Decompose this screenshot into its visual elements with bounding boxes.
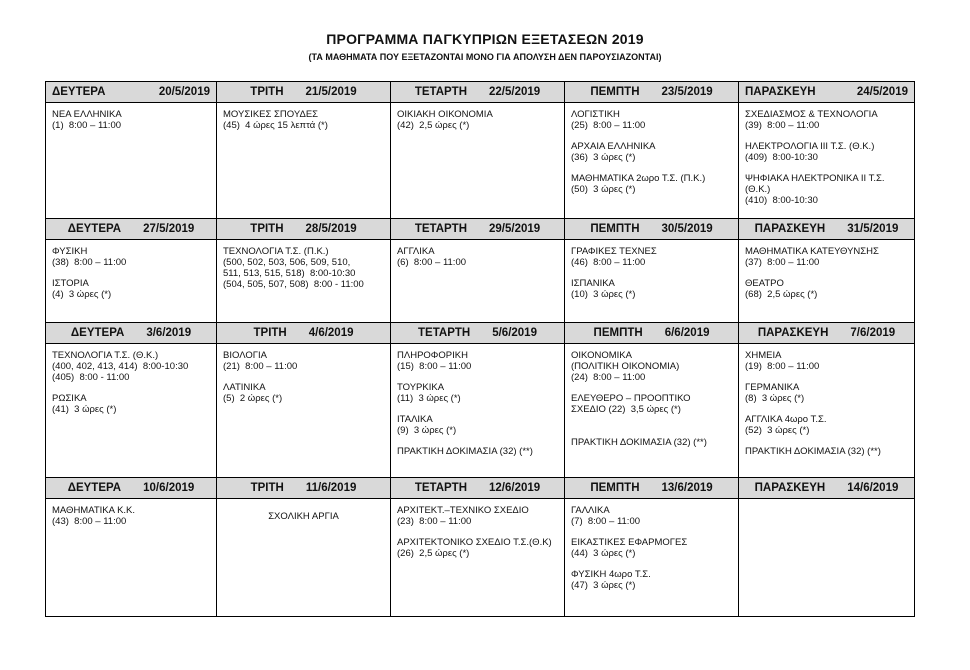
day-cell (46, 344, 217, 478)
day-header: ΠΑΡΑΣΚΕΥΗ 24/5/2019 (739, 82, 915, 103)
day-header: ΤΕΤΑΡΤΗ 22/5/2019 (391, 82, 565, 103)
page-title: ΠΡΟΓΡΑΜΜΑ ΠΑΓΚΥΠΡΙΩΝ ΕΞΕΤΑΣΕΩΝ 2019 (326, 31, 644, 47)
day-header: ΠΕΜΠΤΗ 30/5/2019 (565, 219, 739, 240)
day-cell-empty (739, 499, 915, 617)
day-cell (46, 240, 217, 323)
day-header: ΠΕΜΠΤΗ 6/6/2019 (565, 323, 739, 344)
exam-entry: ΓΑΛΛΙΚΑ (7) 8:00 – 11:00 (571, 505, 641, 527)
day-header: ΠΑΡΑΣΚΕΥΗ 31/5/2019 (739, 219, 915, 240)
day-cell (391, 499, 565, 617)
page-subtitle: (ΤΑ ΜΑΘΗΜΑΤΑ ΠΟΥ ΕΞΕΤΑΖΟΝΤΑΙ ΜΟΝΟ ΓΙΑ ΑΠΟΛΥΣΗ ΔΕΝ ΠΑΡΟΥΣΙΑΖΟΝΤΑΙ) (308, 52, 662, 62)
day-cell (217, 103, 391, 219)
exam-entry: ΟΙΚΟΝΟΜΙΚΑ (ΠΟΛΙΤΙΚΗ ΟΙΚΟΝΟΜΙΑ) (24) 8:00 – 11:00 (571, 350, 680, 383)
exam-entry: ΝΕΑ ΕΛΛΗΝΙΚΑ (1) 8:00 – 11:00 (52, 109, 122, 131)
exam-entry: ΛΟΓΙΣΤΙΚΗ (25) 8:00 – 11:00 (571, 109, 646, 131)
day-header: ΔΕΥΤΕΡΑ 20/5/2019 (46, 82, 217, 103)
exam-entry: ΑΓΓΛΙΚΑ 4ωρο Τ.Σ. (52) 3 ώρες (*) (745, 414, 827, 436)
exam-entry: ΨΗΦΙΑΚΑ ΗΛΕΚΤΡΟΝΙΚΑ ΙΙ Τ.Σ.(Θ.Κ.) (410) 8:00-10:30 (745, 173, 885, 206)
exam-entry: ΙΣΤΟΡΙΑ (4) 3 ώρες (*) (52, 278, 112, 300)
day-cell (217, 499, 391, 617)
exam-entry: ΠΡΑΚΤΙΚΗ ΔΟΚΙΜΑΣΙΑ (32) (**) (571, 437, 707, 448)
exam-entry: ΑΡΧΑΙΑ ΕΛΛΗΝΙΚΑ (36) 3 ώρες (*) (571, 141, 656, 163)
day-cell (565, 103, 739, 219)
exam-entry: ΜΑΘΗΜΑΤΙΚΑ 2ωρο Τ.Σ. (Π.Κ.) (50) 3 ώρες (*) (571, 173, 706, 195)
day-header: ΔΕΥΤΕΡΑ 27/5/2019 (46, 219, 217, 240)
exam-entry: ΤΟΥΡΚΙΚΑ (11) 3 ώρες (*) (397, 382, 461, 404)
day-cell (217, 344, 391, 478)
exam-entry: ΙΣΠΑΝΙΚΑ (10) 3 ώρες (*) (571, 278, 636, 300)
exam-entry: ΜΑΘΗΜΑΤΙΚΑ Κ.Κ. (43) 8:00 – 11:00 (52, 505, 136, 527)
exam-entry: ΧΗΜΕΙΑ (19) 8:00 – 11:00 (745, 350, 820, 372)
day-header: ΤΡΙΤΗ 21/5/2019 (217, 82, 391, 103)
week-2-exams-row (46, 240, 915, 323)
day-cell (565, 240, 739, 323)
exam-entry: ΒΙΟΛΟΓΙΑ (21) 8:00 – 11:00 (223, 350, 298, 372)
week-2-header-row (46, 219, 915, 240)
exam-entry: ΓΡΑΦΙΚΕΣ ΤΕΧΝΕΣ (46) 8:00 – 11:00 (571, 246, 657, 268)
day-header: ΤΡΙΤΗ 11/6/2019 (217, 478, 391, 499)
exam-entry: ΑΡΧΙΤΕΚΤΟΝΙΚΟ ΣΧΕΔΙΟ Τ.Σ.(Θ.Κ) (26) 2,5 ώρες (*) (397, 537, 552, 559)
day-header: ΠΕΜΠΤΗ 13/6/2019 (565, 478, 739, 499)
week-4-header-row (46, 478, 915, 499)
day-cell (739, 344, 915, 478)
exam-entry: ΕΛΕΥΘΕΡΟ – ΠΡΟΟΠΤΙΚΟ ΣΧΕΔΙΟ (22) 3,5 ώρες (*) (571, 393, 691, 415)
day-cell (739, 240, 915, 323)
week-1-header-row (46, 82, 915, 103)
day-header: ΔΕΥΤΕΡΑ 3/6/2019 (46, 323, 217, 344)
day-header: ΠΕΜΠΤΗ 23/5/2019 (565, 82, 739, 103)
exam-entry: ΤΕΧΝΟΛΟΓΙΑ Τ.Σ. (Θ.Κ.) (400, 402, 413, 414) 8:00-10:30 (405) 8:00 - 11:00 (52, 350, 189, 383)
week-3-exams-row (46, 344, 915, 478)
exam-entry: ΘΕΑΤΡΟ (68) 2,5 ώρες (*) (745, 278, 818, 300)
day-header: ΤΕΤΑΡΤΗ 29/5/2019 (391, 219, 565, 240)
exam-entry: ΠΡΑΚΤΙΚΗ ΔΟΚΙΜΑΣΙΑ (32) (**) (745, 446, 881, 457)
day-cell (391, 344, 565, 478)
exam-entry: ΠΛΗΡΟΦΟΡΙΚΗ (15) 8:00 – 11:00 (397, 350, 472, 372)
exam-entry: ΜΑΘΗΜΑΤΙΚΑ ΚΑΤΕΥΘΥΝΣΗΣ (37) 8:00 – 11:00 (745, 246, 879, 268)
exam-entry: ΡΩΣΙΚΑ (41) 3 ώρες (*) (52, 393, 117, 415)
day-header: ΠΑΡΑΣΚΕΥΗ 14/6/2019 (739, 478, 915, 499)
day-cell (391, 103, 565, 219)
day-header: ΤΕΤΑΡΤΗ 5/6/2019 (391, 323, 565, 344)
schedule-table (45, 81, 915, 617)
exam-entry: ΠΡΑΚΤΙΚΗ ΔΟΚΙΜΑΣΙΑ (32) (**) (397, 446, 533, 457)
exam-entry: ΣΧΕΔΙΑΣΜΟΣ & ΤΕΧΝΟΛΟΓΙΑ (39) 8:00 – 11:00 (745, 109, 878, 131)
exam-entry: ΑΓΓΛΙΚΑ (6) 8:00 – 11:00 (397, 246, 467, 268)
day-cell (217, 240, 391, 323)
exam-entry: ΑΡΧΙΤΕΚΤ.–ΤΕΧΝΙΚΟ ΣΧΕΔΙΟ (23) 8:00 – 11:00 (397, 505, 529, 527)
exam-entry: ΟΙΚΙΑΚΗ ΟΙΚΟΝΟΜΙΑ (42) 2,5 ώρες (*) (397, 109, 493, 131)
exam-entry: ΦΥΣΙΚΗ 4ωρο Τ.Σ. (47) 3 ώρες (*) (571, 569, 651, 591)
day-header: ΤΡΙΤΗ 28/5/2019 (217, 219, 391, 240)
day-cell (565, 344, 739, 478)
exam-entry: ΜΟΥΣΙΚΕΣ ΣΠΟΥΔΕΣ (45) 4 ώρες 15 λεπτά (*) (223, 109, 328, 131)
day-header: ΠΑΡΑΣΚΕΥΗ 7/6/2019 (739, 323, 915, 344)
exam-entry: ΗΛΕΚΤΡΟΛΟΓΙΑ ΙΙΙ Τ.Σ. (Θ.Κ.) (409) 8:00-10:30 (745, 141, 875, 163)
week-3-header-row (46, 323, 915, 344)
exam-entry: ΤΕΧΝΟΛΟΓΙΑ Τ.Σ. (Π.Κ.) (500, 502, 503, 506, 509, 510, 511, 513, 515, 518) 8:00-10:30 (504, 505, 507, 508) 8:00 - 11:00 (223, 246, 364, 290)
day-cell (739, 103, 915, 219)
day-header: ΔΕΥΤΕΡΑ 10/6/2019 (46, 478, 217, 499)
week-4-exams-row (46, 499, 915, 617)
exam-entry: ΦΥΣΙΚΗ (38) 8:00 – 11:00 (52, 246, 127, 268)
day-cell (46, 499, 217, 617)
exam-entry: ΙΤΑΛΙΚΑ (9) 3 ώρες (*) (397, 414, 457, 436)
day-cell (565, 499, 739, 617)
day-cell (391, 240, 565, 323)
week-1-exams-row (46, 103, 915, 219)
exam-entry: ΕΙΚΑΣΤΙΚΕΣ ΕΦΑΡΜΟΓΕΣ (44) 3 ώρες (*) (571, 537, 688, 559)
day-header: ΤΡΙΤΗ 4/6/2019 (217, 323, 391, 344)
exam-entry: ΛΑΤΙΝΙΚΑ (5) 2 ώρες (*) (223, 382, 283, 404)
exam-entry: ΓΕΡΜΑΝΙΚΑ (8) 3 ώρες (*) (745, 382, 805, 404)
school-holiday-note: ΣΧΟΛΙΚΗ ΑΡΓΙΑ (268, 511, 339, 522)
day-cell (46, 103, 217, 219)
day-header: ΤΕΤΑΡΤΗ 12/6/2019 (391, 478, 565, 499)
